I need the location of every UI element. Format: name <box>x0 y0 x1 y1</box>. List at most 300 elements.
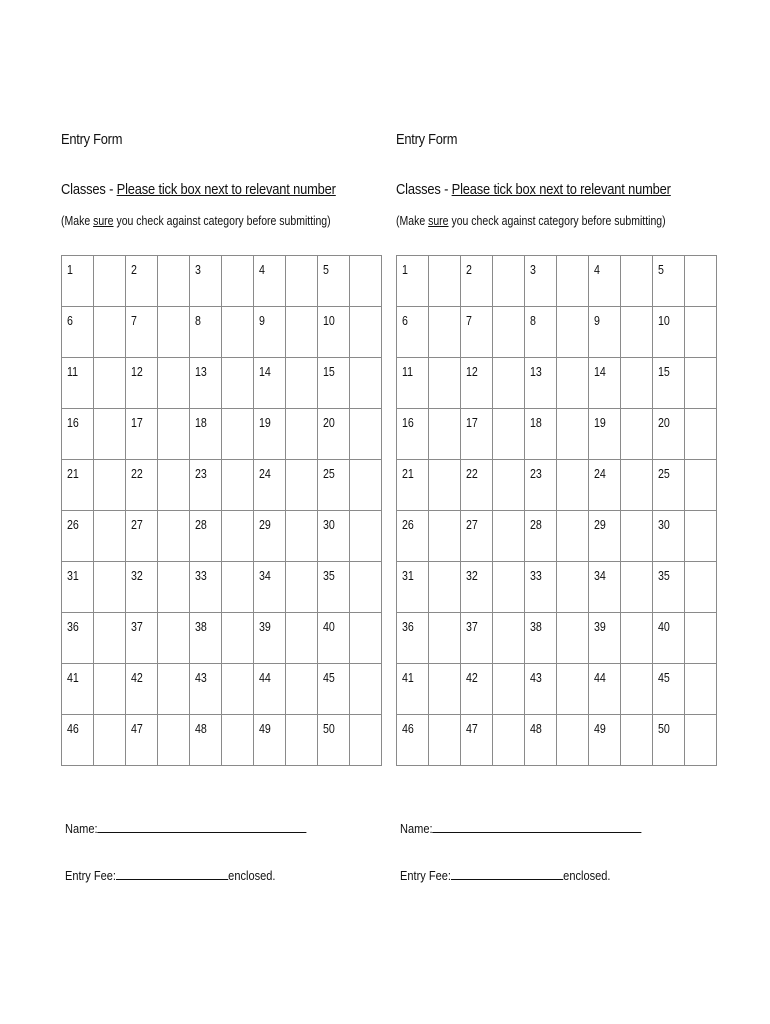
class-number-cell <box>589 715 621 766</box>
class-number-cell <box>397 715 429 766</box>
class-number: 20 <box>658 415 670 430</box>
class-tick-box[interactable] <box>685 715 717 766</box>
class-number: 37 <box>131 619 143 634</box>
class-number-cell <box>461 664 493 715</box>
class-tick-box[interactable] <box>350 511 382 562</box>
class-number: 5 <box>323 262 329 277</box>
class-number: 26 <box>67 517 79 532</box>
class-tick-box[interactable] <box>94 358 126 409</box>
class-number: 26 <box>402 517 414 532</box>
class-tick-box[interactable] <box>286 664 318 715</box>
class-number: 18 <box>530 415 542 430</box>
class-number-cell <box>461 613 493 664</box>
class-tick-box[interactable] <box>493 409 525 460</box>
class-tick-box[interactable] <box>685 664 717 715</box>
class-number: 41 <box>67 670 79 685</box>
class-tick-box[interactable] <box>350 664 382 715</box>
class-number: 38 <box>195 619 207 634</box>
class-tick-box[interactable] <box>158 460 190 511</box>
class-number: 2 <box>466 262 472 277</box>
class-tick-box[interactable] <box>621 664 653 715</box>
entry-form-right <box>396 130 710 883</box>
class-number: 6 <box>402 313 408 328</box>
class-number: 10 <box>323 313 335 328</box>
class-number: 15 <box>323 364 335 379</box>
class-tick-box[interactable] <box>429 562 461 613</box>
check-note <box>396 213 666 229</box>
class-tick-box[interactable] <box>557 511 589 562</box>
class-number: 33 <box>530 568 542 583</box>
class-number: 34 <box>594 568 606 583</box>
class-number-cell <box>318 715 350 766</box>
class-tick-box[interactable] <box>493 715 525 766</box>
class-number-cell <box>653 358 685 409</box>
class-tick-box[interactable] <box>222 613 254 664</box>
class-number: 50 <box>658 721 670 736</box>
class-tick-box[interactable] <box>158 664 190 715</box>
class-number: 31 <box>402 568 414 583</box>
class-number: 3 <box>195 262 201 277</box>
note-emphasis: sure <box>93 214 114 228</box>
class-number: 17 <box>466 415 478 430</box>
class-number-cell <box>397 358 429 409</box>
class-number-cell <box>653 409 685 460</box>
class-number: 21 <box>402 466 414 481</box>
class-number-cell <box>190 613 222 664</box>
class-tick-box[interactable] <box>621 613 653 664</box>
class-number: 50 <box>323 721 335 736</box>
class-number-cell <box>190 715 222 766</box>
class-tick-box[interactable] <box>158 358 190 409</box>
entry-form-left <box>61 130 375 883</box>
class-tick-box[interactable] <box>429 460 461 511</box>
class-tick-box[interactable] <box>94 511 126 562</box>
class-number: 23 <box>530 466 542 481</box>
class-number: 3 <box>530 262 536 277</box>
class-tick-box[interactable] <box>429 307 461 358</box>
class-tick-box[interactable] <box>222 409 254 460</box>
class-tick-box[interactable] <box>685 256 717 307</box>
class-number: 15 <box>658 364 670 379</box>
class-number-cell <box>318 664 350 715</box>
class-number-cell <box>653 256 685 307</box>
class-number: 43 <box>530 670 542 685</box>
class-number: 28 <box>530 517 542 532</box>
class-number: 42 <box>466 670 478 685</box>
class-tick-box[interactable] <box>493 307 525 358</box>
grid-row <box>62 256 382 307</box>
class-number: 22 <box>131 466 143 481</box>
class-number-cell <box>525 613 557 664</box>
class-number: 30 <box>658 517 670 532</box>
class-number: 16 <box>402 415 414 430</box>
class-number: 27 <box>466 517 478 532</box>
class-number: 45 <box>323 670 335 685</box>
class-tick-box[interactable] <box>429 715 461 766</box>
class-tick-box[interactable] <box>222 460 254 511</box>
class-tick-box[interactable] <box>158 562 190 613</box>
class-number-cell <box>254 460 286 511</box>
class-tick-box[interactable] <box>557 460 589 511</box>
class-tick-box[interactable] <box>286 613 318 664</box>
class-number: 35 <box>323 568 335 583</box>
class-tick-box[interactable] <box>557 664 589 715</box>
class-tick-box[interactable] <box>621 358 653 409</box>
class-number-cell <box>461 511 493 562</box>
class-tick-box[interactable] <box>685 358 717 409</box>
heading-instruction: Please tick box next to relevant number <box>451 181 671 198</box>
grid-row <box>397 307 717 358</box>
grid-row <box>397 256 717 307</box>
class-number: 6 <box>67 313 73 328</box>
class-tick-box[interactable] <box>286 307 318 358</box>
class-number-cell <box>525 562 557 613</box>
class-tick-box[interactable] <box>621 307 653 358</box>
entry-fee-suffix: enclosed. <box>563 868 611 883</box>
class-number-cell <box>254 511 286 562</box>
heading-instruction: Please tick box next to relevant number <box>116 181 336 198</box>
form-title: Entry Form <box>396 131 458 148</box>
class-number: 35 <box>658 568 670 583</box>
class-number: 39 <box>259 619 271 634</box>
class-tick-box[interactable] <box>286 358 318 409</box>
note-before: (Make <box>61 214 94 228</box>
class-number-cell <box>653 613 685 664</box>
class-tick-box[interactable] <box>621 715 653 766</box>
class-number-cell <box>653 511 685 562</box>
class-tick-box[interactable] <box>222 256 254 307</box>
entry-fee-field[interactable] <box>400 867 610 885</box>
class-tick-box[interactable] <box>350 562 382 613</box>
class-number: 25 <box>323 466 335 481</box>
entry-fee-blank-line[interactable] <box>116 867 228 880</box>
class-number-cell <box>190 256 222 307</box>
class-number-cell <box>190 511 222 562</box>
class-tick-box[interactable] <box>493 664 525 715</box>
class-number-cell <box>589 562 621 613</box>
grid-row <box>62 511 382 562</box>
class-tick-box[interactable] <box>685 562 717 613</box>
class-tick-box[interactable] <box>350 256 382 307</box>
class-tick-grid <box>396 255 717 766</box>
class-number-cell <box>62 358 94 409</box>
class-number-cell <box>525 511 557 562</box>
class-number: 24 <box>259 466 271 481</box>
class-number-cell <box>318 358 350 409</box>
class-tick-box[interactable] <box>158 511 190 562</box>
class-tick-box[interactable] <box>557 613 589 664</box>
class-tick-box[interactable] <box>286 715 318 766</box>
class-number: 18 <box>195 415 207 430</box>
class-number-cell <box>397 256 429 307</box>
name-field[interactable] <box>65 820 307 838</box>
class-tick-box[interactable] <box>158 715 190 766</box>
grid-row <box>397 358 717 409</box>
entry-fee-label: Entry Fee: <box>400 868 451 883</box>
class-number-cell <box>126 664 158 715</box>
class-tick-box[interactable] <box>222 715 254 766</box>
class-tick-box[interactable] <box>557 409 589 460</box>
class-tick-box[interactable] <box>94 664 126 715</box>
class-number: 31 <box>67 568 79 583</box>
class-tick-box[interactable] <box>286 511 318 562</box>
class-number: 4 <box>594 262 600 277</box>
class-number: 33 <box>195 568 207 583</box>
class-tick-box[interactable] <box>685 409 717 460</box>
class-number-cell <box>653 460 685 511</box>
note-after: you check against category before submitting) <box>113 214 331 228</box>
class-number-cell <box>653 715 685 766</box>
class-tick-box[interactable] <box>158 256 190 307</box>
class-tick-box[interactable] <box>621 511 653 562</box>
entry-fee-label: Entry Fee: <box>65 868 116 883</box>
class-number-cell <box>461 460 493 511</box>
class-tick-box[interactable] <box>158 613 190 664</box>
class-number: 11 <box>67 364 79 379</box>
class-number-cell <box>190 460 222 511</box>
class-tick-box[interactable] <box>429 409 461 460</box>
name-blank-line[interactable] <box>433 820 642 833</box>
grid-row <box>62 358 382 409</box>
class-number: 47 <box>466 721 478 736</box>
class-number: 45 <box>658 670 670 685</box>
class-tick-box[interactable] <box>94 256 126 307</box>
class-number: 44 <box>594 670 606 685</box>
class-tick-box[interactable] <box>557 358 589 409</box>
grid-row <box>62 307 382 358</box>
classes-heading <box>396 180 671 200</box>
grid-row <box>62 715 382 766</box>
class-tick-box[interactable] <box>94 307 126 358</box>
class-number: 22 <box>466 466 478 481</box>
class-number: 20 <box>323 415 335 430</box>
name-blank-line[interactable] <box>98 820 307 833</box>
class-number: 47 <box>131 721 143 736</box>
class-number-cell <box>190 562 222 613</box>
class-number: 16 <box>67 415 79 430</box>
class-number-cell <box>254 715 286 766</box>
grid-row <box>397 715 717 766</box>
class-number-cell <box>126 715 158 766</box>
class-tick-box[interactable] <box>350 358 382 409</box>
class-number-cell <box>254 307 286 358</box>
heading-prefix: Classes - <box>61 181 117 198</box>
class-tick-box[interactable] <box>94 715 126 766</box>
class-tick-box[interactable] <box>429 613 461 664</box>
class-tick-box[interactable] <box>222 307 254 358</box>
class-tick-box[interactable] <box>286 460 318 511</box>
class-tick-box[interactable] <box>493 460 525 511</box>
class-tick-box[interactable] <box>557 307 589 358</box>
class-number: 1 <box>67 262 73 277</box>
class-tick-box[interactable] <box>557 562 589 613</box>
class-number-cell <box>461 715 493 766</box>
class-number-cell <box>254 358 286 409</box>
class-number-cell <box>126 460 158 511</box>
class-number: 27 <box>131 517 143 532</box>
class-number-cell <box>525 256 557 307</box>
class-number-cell <box>62 256 94 307</box>
class-number-cell <box>461 358 493 409</box>
class-tick-box[interactable] <box>685 307 717 358</box>
class-number-cell <box>397 307 429 358</box>
class-number: 19 <box>594 415 606 430</box>
class-tick-box[interactable] <box>557 715 589 766</box>
class-number-cell <box>190 307 222 358</box>
class-tick-box[interactable] <box>222 511 254 562</box>
class-tick-box[interactable] <box>222 664 254 715</box>
class-number: 9 <box>594 313 600 328</box>
class-tick-box[interactable] <box>621 256 653 307</box>
entry-fee-field[interactable] <box>65 867 275 885</box>
class-number-cell <box>461 256 493 307</box>
class-tick-box[interactable] <box>350 715 382 766</box>
class-number-cell <box>589 409 621 460</box>
class-number: 7 <box>131 313 137 328</box>
grid-row <box>397 562 717 613</box>
class-number-cell <box>525 715 557 766</box>
class-tick-box[interactable] <box>222 562 254 613</box>
class-tick-box[interactable] <box>493 256 525 307</box>
class-tick-box[interactable] <box>94 562 126 613</box>
class-number: 29 <box>594 517 606 532</box>
class-number: 29 <box>259 517 271 532</box>
class-number: 14 <box>594 364 606 379</box>
class-number: 21 <box>67 466 79 481</box>
class-tick-box[interactable] <box>493 613 525 664</box>
class-number-cell <box>190 358 222 409</box>
class-tick-box[interactable] <box>621 562 653 613</box>
class-number: 42 <box>131 670 143 685</box>
class-number-cell <box>461 409 493 460</box>
class-tick-box[interactable] <box>350 307 382 358</box>
class-number-cell <box>318 460 350 511</box>
grid-row <box>62 460 382 511</box>
grid-row <box>397 511 717 562</box>
class-number: 48 <box>530 721 542 736</box>
class-tick-box[interactable] <box>493 358 525 409</box>
class-tick-box[interactable] <box>94 409 126 460</box>
class-number: 11 <box>402 364 414 379</box>
class-tick-box[interactable] <box>493 562 525 613</box>
grid-row <box>397 664 717 715</box>
grid-row <box>62 664 382 715</box>
class-number: 30 <box>323 517 335 532</box>
class-number: 8 <box>195 313 201 328</box>
class-number-cell <box>62 460 94 511</box>
class-number: 13 <box>195 364 207 379</box>
class-tick-box[interactable] <box>158 409 190 460</box>
entry-fee-blank-line[interactable] <box>451 867 563 880</box>
class-number: 41 <box>402 670 414 685</box>
class-number-cell <box>254 409 286 460</box>
class-number: 7 <box>466 313 472 328</box>
class-tick-box[interactable] <box>685 460 717 511</box>
class-tick-box[interactable] <box>94 460 126 511</box>
class-number-cell <box>62 562 94 613</box>
class-number-cell <box>653 664 685 715</box>
class-tick-box[interactable] <box>94 613 126 664</box>
grid-row <box>397 613 717 664</box>
class-number-cell <box>318 307 350 358</box>
class-tick-box[interactable] <box>350 460 382 511</box>
grid-row <box>397 409 717 460</box>
class-tick-box[interactable] <box>222 358 254 409</box>
class-tick-box[interactable] <box>429 664 461 715</box>
class-number: 39 <box>594 619 606 634</box>
class-number: 43 <box>195 670 207 685</box>
class-number-cell <box>126 256 158 307</box>
grid-row <box>62 613 382 664</box>
class-tick-box[interactable] <box>429 358 461 409</box>
class-tick-box[interactable] <box>493 511 525 562</box>
class-number: 40 <box>323 619 335 634</box>
heading-prefix: Classes - <box>396 181 452 198</box>
class-number-cell <box>461 307 493 358</box>
class-number: 32 <box>131 568 143 583</box>
entry-fee-suffix: enclosed. <box>228 868 276 883</box>
class-number-cell <box>525 307 557 358</box>
class-tick-box[interactable] <box>429 511 461 562</box>
class-tick-box[interactable] <box>286 562 318 613</box>
class-number-cell <box>397 460 429 511</box>
class-tick-box[interactable] <box>429 256 461 307</box>
name-label: Name: <box>65 821 98 836</box>
class-number-cell <box>126 307 158 358</box>
class-number: 10 <box>658 313 670 328</box>
class-tick-grid <box>61 255 382 766</box>
class-number: 17 <box>131 415 143 430</box>
class-number-cell <box>589 256 621 307</box>
class-number: 25 <box>658 466 670 481</box>
class-tick-box[interactable] <box>350 613 382 664</box>
class-tick-box[interactable] <box>286 256 318 307</box>
class-number: 48 <box>195 721 207 736</box>
class-number: 1 <box>402 262 408 277</box>
class-number-cell <box>126 511 158 562</box>
class-number-cell <box>62 307 94 358</box>
class-tick-box[interactable] <box>685 511 717 562</box>
class-number-cell <box>126 562 158 613</box>
class-number-cell <box>318 256 350 307</box>
class-number: 23 <box>195 466 207 481</box>
class-number: 9 <box>259 313 265 328</box>
class-number-cell <box>318 613 350 664</box>
class-number: 5 <box>658 262 664 277</box>
class-number: 49 <box>259 721 271 736</box>
class-number-cell <box>589 460 621 511</box>
class-tick-box[interactable] <box>557 256 589 307</box>
class-tick-box[interactable] <box>621 409 653 460</box>
class-number-cell <box>397 562 429 613</box>
class-tick-box[interactable] <box>685 613 717 664</box>
class-number-cell <box>589 358 621 409</box>
class-number-cell <box>318 409 350 460</box>
class-number: 19 <box>259 415 271 430</box>
class-number-cell <box>126 613 158 664</box>
grid-row <box>62 409 382 460</box>
name-field[interactable] <box>400 820 642 838</box>
class-number: 4 <box>259 262 265 277</box>
class-tick-box[interactable] <box>621 460 653 511</box>
class-tick-box[interactable] <box>158 307 190 358</box>
class-number-cell <box>62 613 94 664</box>
class-number-cell <box>397 511 429 562</box>
note-before: (Make <box>396 214 429 228</box>
class-number-cell <box>525 358 557 409</box>
class-tick-box[interactable] <box>286 409 318 460</box>
class-tick-box[interactable] <box>350 409 382 460</box>
